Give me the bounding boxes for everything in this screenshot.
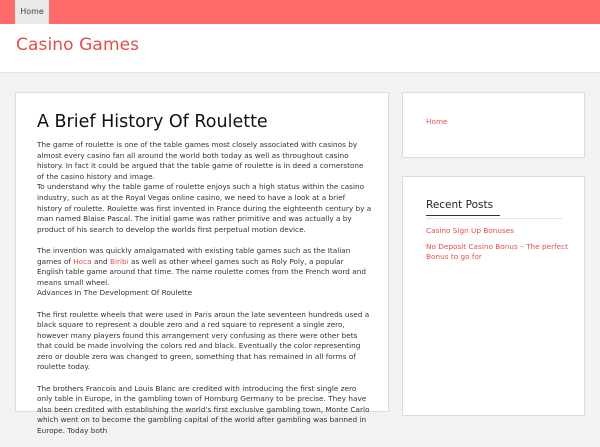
post-paragraph bbox=[37, 140, 372, 235]
post-article bbox=[15, 92, 389, 436]
post-text: and bbox=[91, 256, 110, 266]
recent-posts-widget bbox=[402, 176, 585, 416]
post-text: The invention was quickly amalgamated with existing table games such as the Italian games of bbox=[37, 245, 351, 266]
site-header bbox=[0, 24, 600, 73]
title-underline bbox=[426, 215, 500, 216]
widget-divider bbox=[426, 218, 562, 219]
recent-posts-list bbox=[426, 226, 576, 268]
top-navigation-bar bbox=[0, 0, 600, 24]
sidebar-pages-widget bbox=[402, 92, 585, 158]
biribi-link[interactable]: Biribi bbox=[110, 256, 129, 266]
post-paragraph: The first roulette wheels that were used in Paris aroun the late seventeen hundreds used a black square to represent a double zero and a red square to represent a single zero, however many players found this arrangement very confusing as there were other bets that could be made involving the colors red and black. Eventually the color representing zero or double zero was changed to green, something that has remained in all forms of roulette today. bbox=[37, 309, 370, 372]
recent-posts-title: Recent Posts bbox=[426, 199, 494, 211]
post-title: A Brief History Of Roulette bbox=[37, 112, 268, 132]
post-text: as well as other wheel games such as Roly Poly, a popular English table game around that time. The name roulette comes from the French word and means small wheel. bbox=[37, 256, 366, 287]
site-title[interactable]: Casino Games bbox=[16, 35, 140, 55]
post-paragraph: The brothers Francois and Louis Blanc are credited with introducing the first single zero only table in Europe, in the gambling town of Homburg Germany to be precise. They have also been credited with establishing the world's first exclusive gambling town, Monte Carlo which went on to become the gambling capital of the world after gambling was banned in Europe. Today both bbox=[37, 383, 370, 436]
recent-post-link[interactable]: No Deposit Casino Bonus – The perfect Bonus to go for bbox=[426, 241, 569, 262]
post-body bbox=[37, 140, 372, 447]
recent-post-link[interactable]: Casino Sign Up Bonuses bbox=[426, 226, 515, 235]
post-subheading: Advances In The Development Of Roulette bbox=[37, 288, 193, 298]
hoca-link[interactable]: Hoca bbox=[73, 256, 92, 266]
sidebar-home-link[interactable]: Home bbox=[426, 117, 448, 126]
post-paragraph-text: To understand why the table game of roulette enjoys such a high status within the casino industry, such as at the Royal Vegas online casino, we need to have a look at a brief history of roulette. Roulette was first invented in France during the eighteenth century by a man named Blaise Pascal. The initial game was rather primitive and was actually a by product of his search to develop the worlds first perpetual motion device. bbox=[37, 182, 372, 234]
post-paragraph-text: The game of roulette is one of the table games most closely associated with casinos by almost every casino fan all around the world both today as well as throughout casino history. In fact it could be argued that the table game of roulette is in deed a cornerstone of the casino history and image. bbox=[37, 140, 364, 181]
post-paragraph bbox=[37, 246, 372, 299]
nav-home-link[interactable]: Home bbox=[15, 0, 49, 24]
